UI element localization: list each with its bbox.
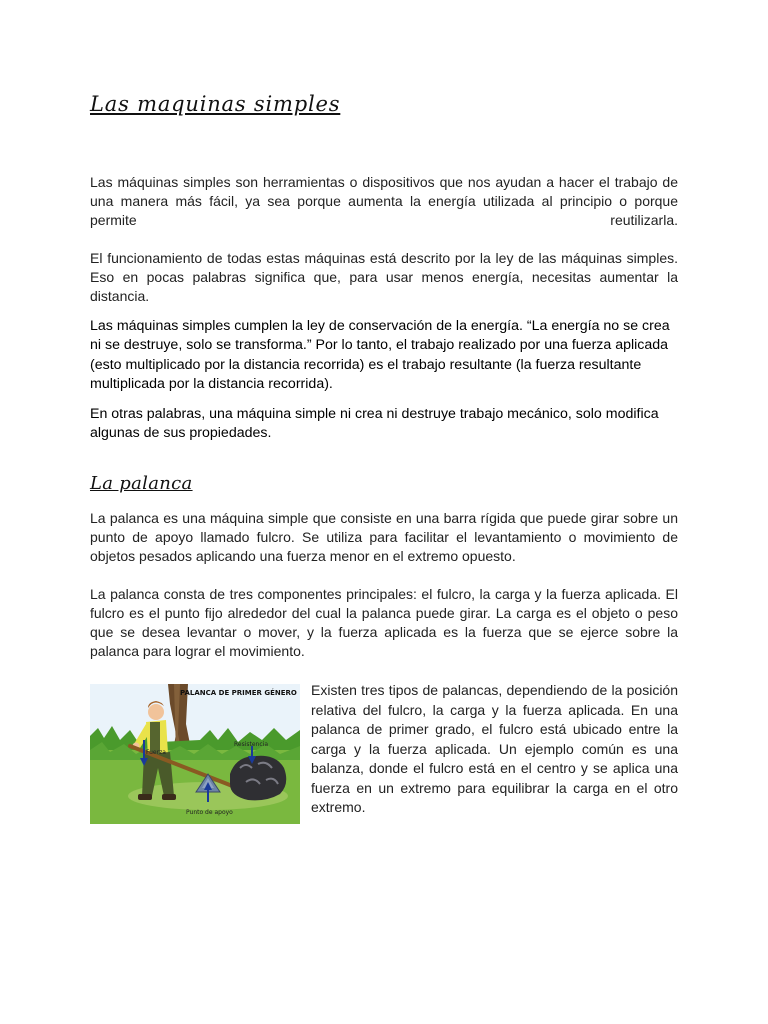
figure-heading: PALANCA DE PRIMER GÉNERO	[180, 689, 297, 697]
lever-components-paragraph: La palanca consta de tres componentes principales: el fulcro, la carga y la fuerza aplicada. El fulcro es el punto fijo alrededor del cual la palanca puede girar. La carga es el objeto o peso que se desea levantar o mover, y la fuerza aplicada es la fuerza que se ejerce sobre la palanca para lograr el movimiento.	[90, 586, 678, 659]
lever-types-paragraph: Existen tres tipos de palancas, dependiendo de la posición relativa del fulcro, la carga y la fuerza aplicada. En una palanca de primer grado, el fulcro está ubicado entre la carga y la fuerza aplicada. Un ejemplo común es una balanza, donde el fulcro está en el centro y se aplica una fuerza en un extremo para equilibrar la carga en el otro extremo.	[311, 682, 678, 815]
lever-definition-paragraph: La palanca es una máquina simple que consiste en una barra rígida que puede girar sobre un punto de apoyo llamado fulcro. Se utiliza para facilitar el levantamiento o movimiento de objetos pesados aplicando una fuerza menor en el extremo opuesto.	[90, 510, 678, 564]
page-title: Las maquinas simples	[90, 92, 341, 116]
lever-illustration	[90, 684, 300, 824]
label-fulcrum: Punto de apoyo	[186, 809, 233, 816]
conservation-paragraph: Las máquinas simples cumplen la ley de conservación de la energía. “La energía no se crea ni se destruye, solo se transforma.” Por lo tanto, el trabajo realizado por una fuerza aplicada (esto multiplicado por la distancia recorrida) es el trabajo resultante (la fuerza resultante multiplicada por la distancia recorrida).	[90, 318, 670, 392]
law-paragraph: El funcionamiento de todas estas máquinas está descrito por la ley de las máquinas simples. Eso en pocas palabras significa que, para usar menos energía, necesitas aumentar la distancia.	[90, 250, 678, 304]
section-title: La palanca	[90, 473, 193, 494]
summary-paragraph: En otras palabras, una máquina simple ni crea ni destruye trabajo mecánico, solo modifica algunas de sus propiedades.	[90, 406, 659, 442]
label-force: Fuerza	[146, 749, 166, 756]
label-resistance: Resistencia	[234, 741, 268, 748]
intro-paragraph: Las máquinas simples son herramientas o dispositivos que nos ayudan a hacer el trabajo de una manera más fácil, ya sea porque aumenta la energía utilizada al principio o porque permite reutilizarla.	[90, 174, 678, 228]
